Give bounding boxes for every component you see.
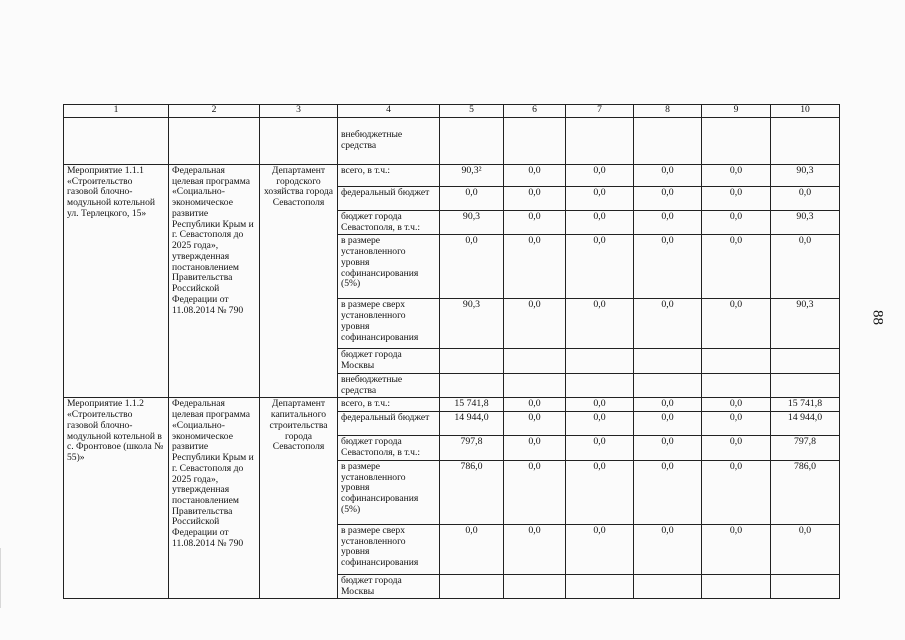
value-cell: 14 944,0 [440,412,504,436]
value-cell: 0,0 [566,436,634,460]
value-cell: 0,0 [566,524,634,574]
empty-cell [771,118,840,165]
empty-cell [634,574,702,598]
value-cell: 0,0 [702,187,771,211]
empty-cell [64,118,169,165]
funding-source: федеральный бюджет [338,187,440,211]
value-cell: 0,0 [566,412,634,436]
value-cell: 90,3 [771,299,840,349]
value-cell: 0,0 [771,235,840,299]
funding-source: в размере установленного уровня софинансирования (5%) [338,460,440,524]
empty-cell [440,118,504,165]
value-cell: 0,0 [634,412,702,436]
responsible-department: Департамент капитального строительства города Севастополя [260,398,338,599]
empty-cell [504,574,566,598]
value-cell: 15 741,8 [771,398,840,412]
value-cell: 797,8 [771,436,840,460]
value-cell: 0,0 [440,187,504,211]
value-cell: 0,0 [634,187,702,211]
value-cell: 0,0 [634,524,702,574]
measure-title: Мероприятие 1.1.2 «Строительство газовой блочно-модульной котельной в с. Фронтовое (школа № 55)» [64,398,169,599]
empty-cell [771,574,840,598]
program-reference: Федеральная целевая программа «Социально-экономическое развитие Республики Крым и г. Севастополя до 2025 года», утвержденная постановлением Правительства Российской Федерации от 11.08.2014 № 790 [169,165,260,398]
value-cell: 0,0 [566,398,634,412]
funding-source: бюджет города Севастополя, в т.ч.: [338,436,440,460]
value-cell: 786,0 [440,460,504,524]
value-cell: 0,0 [440,524,504,574]
value-cell: 0,0 [504,165,566,187]
value-cell: 90,3² [440,165,504,187]
value-cell: 0,0 [771,524,840,574]
empty-cell [566,349,634,373]
funding-source: внебюджетные средства [338,373,440,397]
value-cell: 786,0 [771,460,840,524]
empty-cell [504,118,566,165]
empty-cell [504,373,566,397]
empty-cell [702,349,771,373]
value-cell: 0,0 [504,412,566,436]
table-row [64,398,840,412]
empty-cell [634,118,702,165]
value-cell: 0,0 [566,211,634,235]
empty-cell [440,574,504,598]
empty-cell [771,373,840,397]
value-cell: 0,0 [504,187,566,211]
responsible-department: Департамент городского хозяйства города Севастополя [260,165,338,398]
value-cell: 0,0 [504,299,566,349]
empty-cell [702,373,771,397]
table-row [64,118,840,165]
column-number: 7 [566,105,634,118]
column-number: 2 [169,105,260,118]
funding-source: в размере установленного уровня софинансирования (5%) [338,235,440,299]
value-cell: 0,0 [634,211,702,235]
value-cell: 0,0 [504,524,566,574]
funding-source: внебюджетные средства [338,118,440,165]
funding-source: бюджет города Севастополя, в т.ч.: [338,211,440,235]
scan-edge-mark [0,548,1,608]
program-reference: Федеральная целевая программа «Социально-экономическое развитие Республики Крым и г. Севастополя до 2025 года», утвержденная постановлением Правительства Российской Федерации от 11.08.2014 № 790 [169,398,260,599]
empty-cell [504,349,566,373]
value-cell: 0,0 [634,165,702,187]
funding-source: в размере сверх установленного уровня софинансирования [338,524,440,574]
value-cell: 0,0 [634,436,702,460]
value-cell: 0,0 [566,187,634,211]
value-cell: 0,0 [702,398,771,412]
value-cell: 0,0 [702,460,771,524]
empty-cell [702,118,771,165]
funding-source: всего, в т.ч.: [338,398,440,412]
value-cell: 0,0 [566,235,634,299]
column-number: 3 [260,105,338,118]
empty-cell [566,373,634,397]
value-cell: 0,0 [702,524,771,574]
value-cell: 90,3 [440,211,504,235]
empty-cell [440,349,504,373]
value-cell: 90,3 [771,211,840,235]
column-number: 5 [440,105,504,118]
table-row [64,165,840,187]
funding-source: федеральный бюджет [338,412,440,436]
value-cell: 0,0 [566,165,634,187]
value-cell: 0,0 [702,165,771,187]
value-cell: 0,0 [702,299,771,349]
empty-cell [702,574,771,598]
empty-cell [566,574,634,598]
value-cell: 0,0 [702,235,771,299]
column-number: 4 [338,105,440,118]
funding-table [63,104,840,599]
column-number: 8 [634,105,702,118]
page-number: 88 [869,310,886,325]
empty-cell [260,118,338,165]
value-cell: 0,0 [504,398,566,412]
value-cell: 0,0 [634,299,702,349]
empty-cell [771,349,840,373]
funding-source: бюджет города Москвы [338,574,440,598]
measure-title: Мероприятие 1.1.1 «Строительство газовой блочно-модульной котельной ул. Терлецкого, 15» [64,165,169,398]
value-cell: 0,0 [634,398,702,412]
column-number-row [64,105,840,118]
value-cell: 0,0 [771,187,840,211]
value-cell: 0,0 [702,412,771,436]
value-cell: 0,0 [566,460,634,524]
value-cell: 0,0 [504,235,566,299]
value-cell: 0,0 [634,235,702,299]
column-number: 6 [504,105,566,118]
empty-cell [634,349,702,373]
value-cell: 0,0 [504,436,566,460]
empty-cell [169,118,260,165]
value-cell: 0,0 [702,436,771,460]
value-cell: 0,0 [440,235,504,299]
value-cell: 90,3 [440,299,504,349]
column-number: 9 [702,105,771,118]
empty-cell [440,373,504,397]
value-cell: 15 741,8 [440,398,504,412]
value-cell: 0,0 [634,460,702,524]
value-cell: 14 944,0 [771,412,840,436]
empty-cell [566,118,634,165]
funding-source: всего, в т.ч.: [338,165,440,187]
value-cell: 90,3 [771,165,840,187]
value-cell: 797,8 [440,436,504,460]
column-number: 10 [771,105,840,118]
value-cell: 0,0 [702,211,771,235]
value-cell: 0,0 [566,299,634,349]
empty-cell [634,373,702,397]
funding-source: бюджет города Москвы [338,349,440,373]
value-cell: 0,0 [504,211,566,235]
column-number: 1 [64,105,169,118]
value-cell: 0,0 [504,460,566,524]
funding-source: в размере сверх установленного уровня софинансирования [338,299,440,349]
